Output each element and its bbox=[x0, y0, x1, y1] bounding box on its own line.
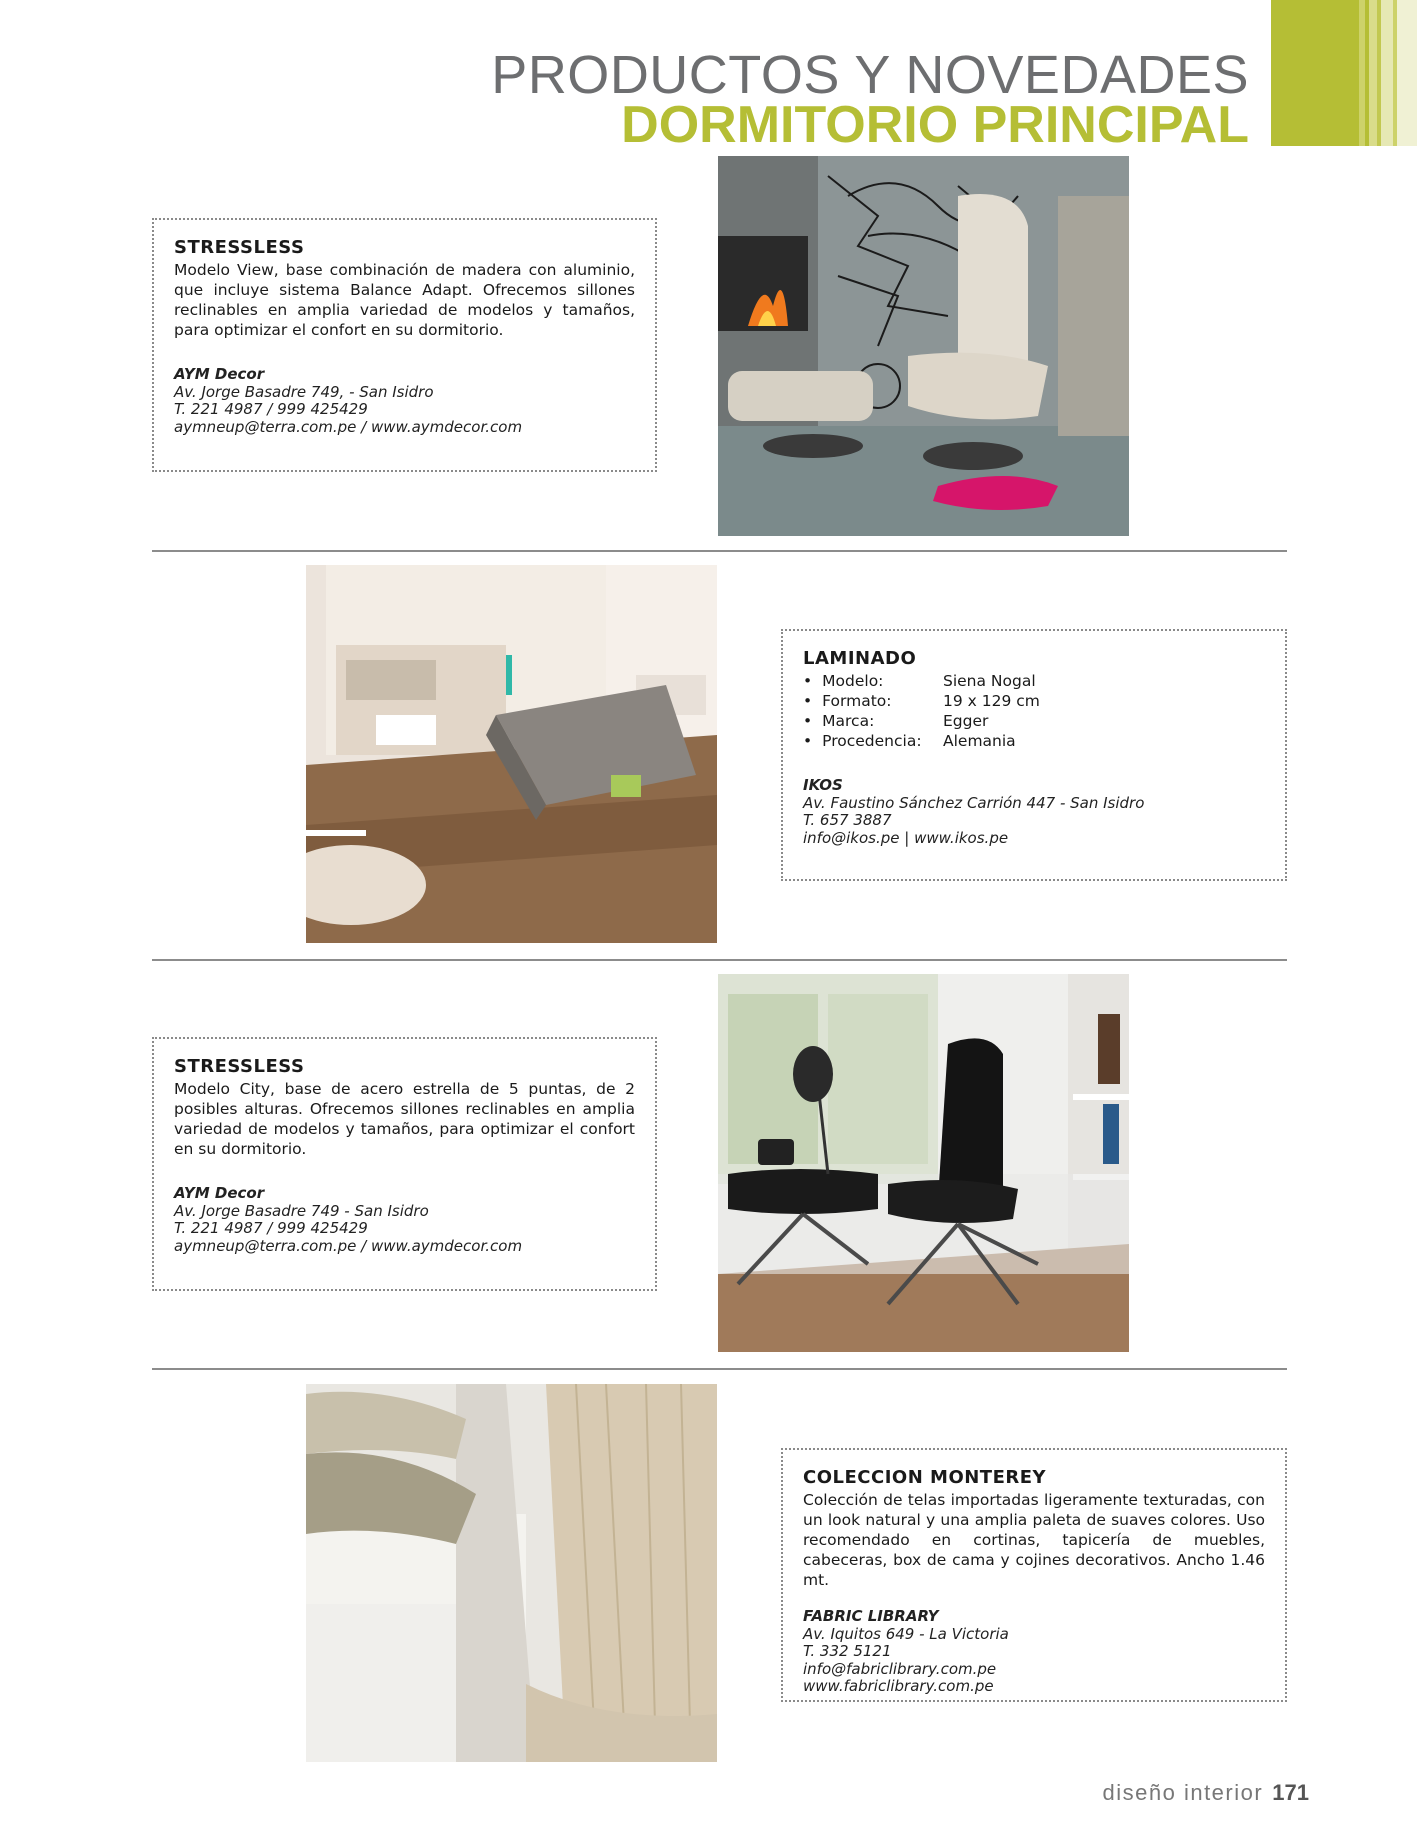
company-name: IKOS bbox=[803, 776, 843, 794]
product-box-coleccion-monterey bbox=[781, 1448, 1287, 1702]
product-box-stressless-city bbox=[152, 1037, 657, 1291]
email: info@fabriclibrary.com.pe bbox=[803, 1659, 997, 1678]
fabric-cushions-photo bbox=[306, 1384, 717, 1762]
email-web: aymneup@terra.com.pe / www.aymdecor.com bbox=[174, 417, 523, 436]
section-divider bbox=[152, 959, 1287, 961]
header-color-stripes bbox=[1271, 0, 1417, 146]
website: www.fabriclibrary.com.pe bbox=[803, 1677, 994, 1695]
phone: T. 221 4987 / 999 425429 bbox=[174, 1219, 368, 1237]
contact-block bbox=[803, 777, 1265, 847]
address: Av. Faustino Sánchez Carrión 447 - San Isidro bbox=[803, 793, 1145, 812]
page-number: 171 bbox=[1272, 1780, 1309, 1805]
product-description: Modelo City, base de acero estrella de 5 puntas, de 2 posibles alturas. Ofrecemos sillones reclinables en amplia variedad de modelos y tamaños, para optimizar el confort en su dormitorio. bbox=[174, 1080, 635, 1158]
product-description: Colección de telas importadas ligeramente texturadas, con un look natural y una amplia paleta de suaves colores. Uso recomendado en cortinas, tapicería de muebles, cabeceras, box de cama y cojines decorativos. Ancho 1.46 mt. bbox=[803, 1491, 1265, 1589]
spec-row: • Formato: 19 x 129 cm bbox=[803, 691, 1265, 711]
recliner-fireplace-photo bbox=[718, 156, 1129, 536]
bedroom-laminate-floor-photo bbox=[306, 565, 717, 943]
section-divider bbox=[152, 1368, 1287, 1370]
page-subtitle: DORMITORIO PRINCIPAL bbox=[621, 96, 1249, 154]
phone: T. 332 5121 bbox=[803, 1642, 892, 1660]
page-title: PRODUCTOS Y NOVEDADES bbox=[491, 45, 1249, 105]
email-web: info@ikos.pe | www.ikos.pe bbox=[803, 828, 1009, 847]
product-title: LAMINADO bbox=[803, 648, 917, 669]
address: Av. Jorge Basadre 749 - San Isidro bbox=[174, 1201, 429, 1220]
magazine-name: diseño interior bbox=[1102, 1780, 1264, 1805]
spec-row: • Procedencia: Alemania bbox=[803, 731, 1265, 751]
email-web: aymneup@terra.com.pe / www.aymdecor.com bbox=[174, 1236, 523, 1255]
section-divider bbox=[152, 550, 1287, 552]
spec-list bbox=[803, 671, 1265, 751]
product-box-stressless-view bbox=[152, 218, 657, 472]
contact-block bbox=[174, 1185, 635, 1255]
company-name: FABRIC LIBRARY bbox=[803, 1607, 939, 1625]
address: Av. Jorge Basadre 749, - San Isidro bbox=[174, 382, 434, 401]
product-title: STRESSLESS bbox=[174, 1056, 305, 1077]
product-title: STRESSLESS bbox=[174, 237, 305, 258]
contact-block bbox=[174, 366, 635, 436]
contact-block bbox=[803, 1608, 1265, 1696]
page-footer bbox=[1103, 1780, 1310, 1806]
address: Av. Iquitos 649 - La Victoria bbox=[803, 1624, 1009, 1643]
product-box-laminado bbox=[781, 629, 1287, 881]
product-description: Modelo View, base combinación de madera con aluminio, que incluye sistema Balance Adapt. Ofrecemos sillones reclinables en amplia variedad de modelos y tamaños, para optimizar el confort en su dormitorio. bbox=[174, 261, 635, 339]
black-recliner-photo bbox=[718, 974, 1129, 1352]
company-name: AYM Decor bbox=[174, 365, 265, 383]
product-title: COLECCION MONTEREY bbox=[803, 1467, 1047, 1488]
spec-row: • Modelo: Siena Nogal bbox=[803, 671, 1265, 691]
phone: T. 657 3887 bbox=[803, 811, 892, 829]
spec-row: • Marca: Egger bbox=[803, 711, 1265, 731]
company-name: AYM Decor bbox=[174, 1184, 265, 1202]
phone: T. 221 4987 / 999 425429 bbox=[174, 400, 368, 418]
